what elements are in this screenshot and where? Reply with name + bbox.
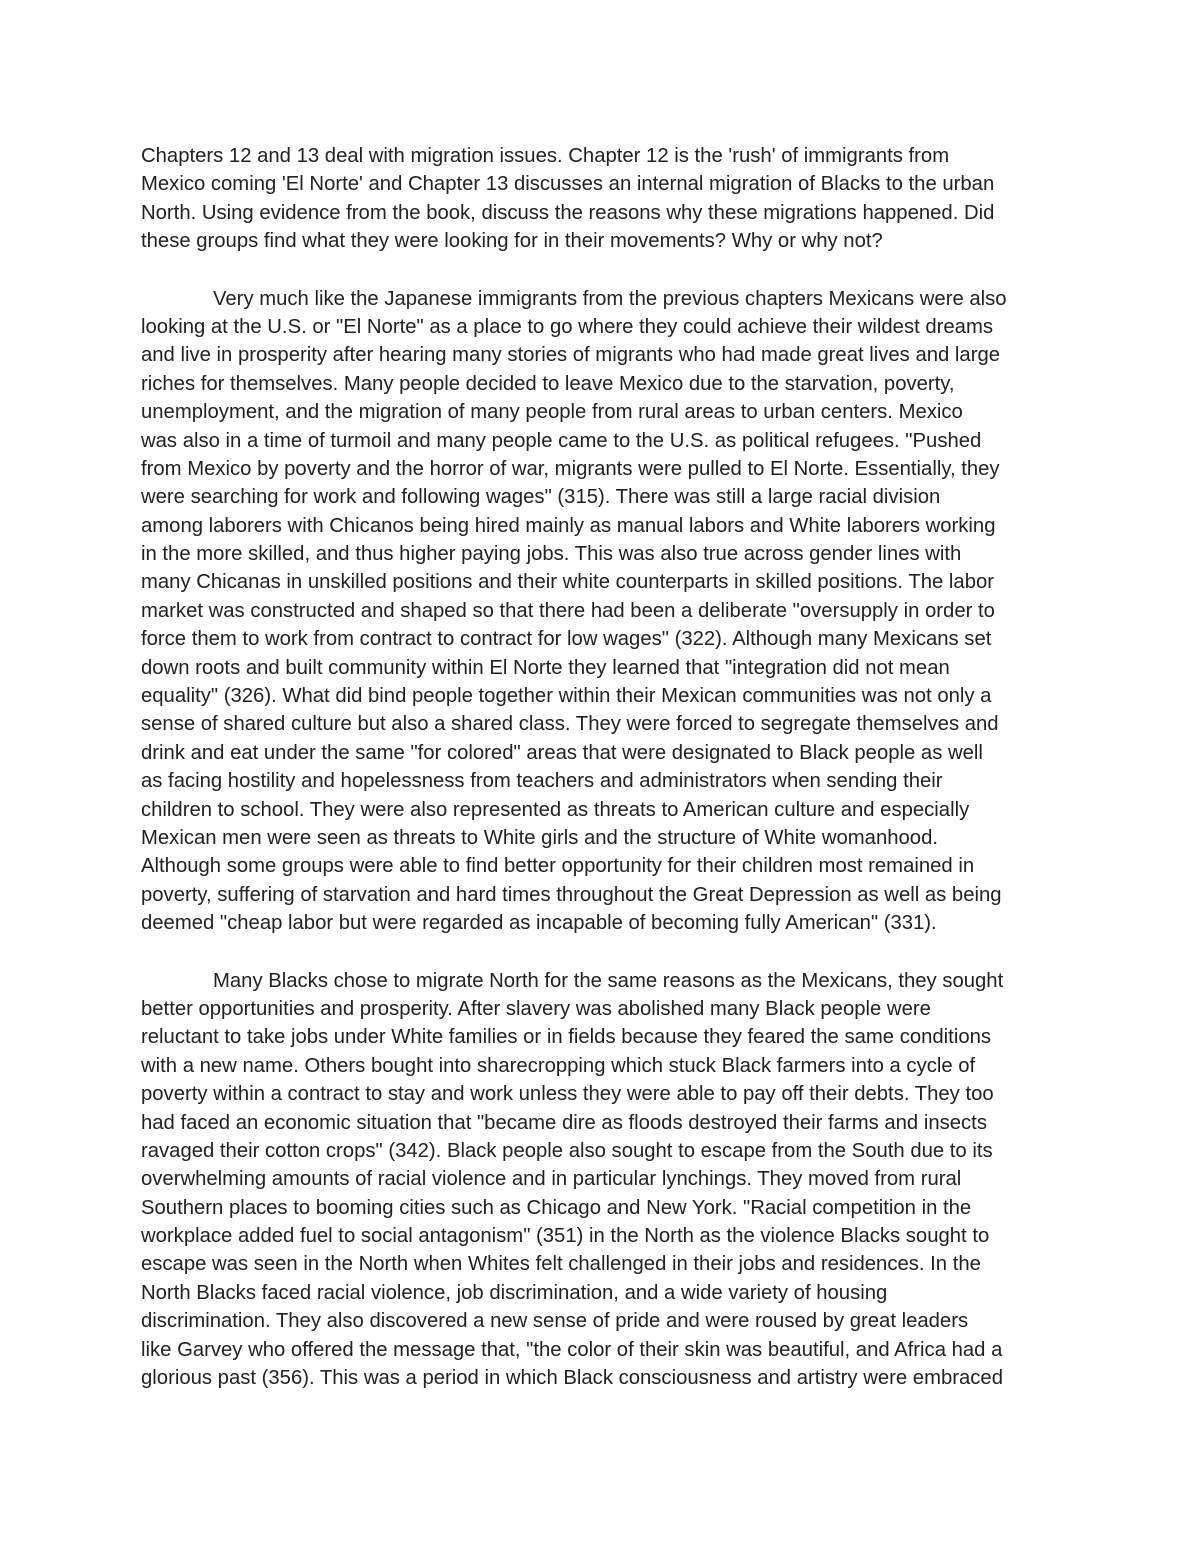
paragraph-line: was also in a time of turmoil and many people came to the U.S. as political refugees. "Pushed [141, 429, 982, 452]
paragraph-line: glorious past (356). This was a period in which Black consciousness and artistry were embraced [141, 1367, 1003, 1390]
paragraph-line: overwhelming amounts of racial violence and in particular lynchings. They moved from rural [141, 1168, 962, 1191]
paragraph-line: reluctant to take jobs under White families or in fields because they feared the same conditions [141, 1026, 992, 1049]
paragraph-line: many Chicanas in unskilled positions and their white counterparts in skilled positions. The labor [141, 571, 995, 594]
paragraph-line: poverty within a contract to stay and work unless they were able to pay off their debts. They too [141, 1083, 994, 1106]
paragraph-line: as facing hostility and hopelessness from teachers and administrators when sending their [141, 770, 943, 793]
paragraph-line: in the more skilled, and thus higher paying jobs. This was also true across gender lines with [141, 543, 962, 566]
paragraph-line: market was constructed and shaped so that there had been a deliberate "oversupply in order to [141, 599, 995, 622]
paragraph-line: looking at the U.S. or "El Norte" as a place to go where they could achieve their wildest dreams [141, 315, 994, 338]
paragraph-line: Southern places to booming cities such as Chicago and New York. "Racial competition in the [141, 1196, 972, 1219]
paragraph-line: equality" (326). What did bind people together within their Mexican communities was not only a [141, 685, 992, 708]
prompt-line: these groups find what they were looking for in their movements? Why or why not? [141, 230, 883, 253]
paragraph-line: Many Blacks chose to migrate North for the same reasons as the Mexicans, they sought [213, 969, 1004, 992]
paragraph-line: deemed "cheap labor but were regarded as incapable of becoming fully American" (331). [141, 912, 937, 935]
paragraph-line: among laborers with Chicanos being hired mainly as manual labors and White laborers working [141, 514, 996, 537]
paragraph-line: ravaged their cotton crops" (342). Black people also sought to escape from the South due to its [141, 1139, 993, 1162]
paragraph-line: poverty, suffering of starvation and hard times throughout the Great Depression as well as being [141, 883, 1002, 906]
paragraph-black-migration [141, 967, 1061, 1393]
paragraph-line: Mexican men were seen as threats to White girls and the structure of White womanhood. [141, 826, 938, 849]
paragraph-line: unemployment, and the migration of many people from rural areas to urban centers. Mexico [141, 401, 963, 424]
paragraph-spacer [141, 938, 1061, 967]
paragraph-line: had faced an economic situation that "became dire as floods destroyed their farms and insects [141, 1111, 987, 1134]
paragraph-line: children to school. They were also represented as threats to American culture and especially [141, 798, 970, 821]
paragraph-line: Although some groups were able to find better opportunity for their children most remained in [141, 855, 975, 878]
paragraph-line: were searching for work and following wages" (315). There was still a large racial division [141, 486, 941, 509]
paragraph-line: force them to work from contract to contract for low wages" (322). Although many Mexicans set [141, 628, 992, 651]
paragraph-line: like Garvey who offered the message that, "the color of their skin was beautiful, and Africa had a [141, 1338, 1003, 1361]
paragraph-mexican-migration [141, 285, 1061, 938]
paragraph-spacer [141, 256, 1061, 285]
document-body [141, 142, 1061, 1392]
prompt-line: North. Using evidence from the book, discuss the reasons why these migrations happened. Did [141, 201, 995, 224]
paragraph-line: North Blacks faced racial violence, job discrimination, and a wide variety of housing [141, 1281, 888, 1304]
essay-prompt [141, 142, 1061, 256]
prompt-line: Chapters 12 and 13 deal with migration issues. Chapter 12 is the 'rush' of immigrants from [141, 145, 950, 167]
paragraph-line: from Mexico by poverty and the horror of war, migrants were pulled to El Norte. Essentially, they [141, 457, 1000, 480]
paragraph-line: escape was seen in the North when Whites felt challenged in their jobs and residences. In the [141, 1253, 981, 1276]
paragraph-line: down roots and built community within El Norte they learned that "integration did not mean [141, 656, 950, 679]
paragraph-line: better opportunities and prosperity. After slavery was abolished many Black people were [141, 997, 931, 1020]
paragraph-line: and live in prosperity after hearing many stories of migrants who had made great lives and large [141, 344, 1001, 367]
paragraph-line: Very much like the Japanese immigrants from the previous chapters Mexicans were also [213, 287, 1007, 310]
paragraph-line: workplace added fuel to social antagonism" (351) in the North as the violence Blacks sought to [141, 1225, 990, 1248]
paragraph-line: riches for themselves. Many people decided to leave Mexico due to the starvation, poverty, [141, 372, 955, 395]
prompt-line: Mexico coming 'El Norte' and Chapter 13 discusses an internal migration of Blacks to the urban [141, 173, 995, 196]
paragraph-line: with a new name. Others bought into sharecropping which stuck Black farmers into a cycle of [141, 1054, 976, 1077]
paragraph-line: drink and eat under the same "for colored" areas that were designated to Black people as well [141, 741, 983, 764]
paragraph-line: discrimination. They also discovered a new sense of pride and were roused by great leaders [141, 1310, 969, 1333]
paragraph-line: sense of shared culture but also a shared class. They were forced to segregate themselves and [141, 713, 999, 736]
